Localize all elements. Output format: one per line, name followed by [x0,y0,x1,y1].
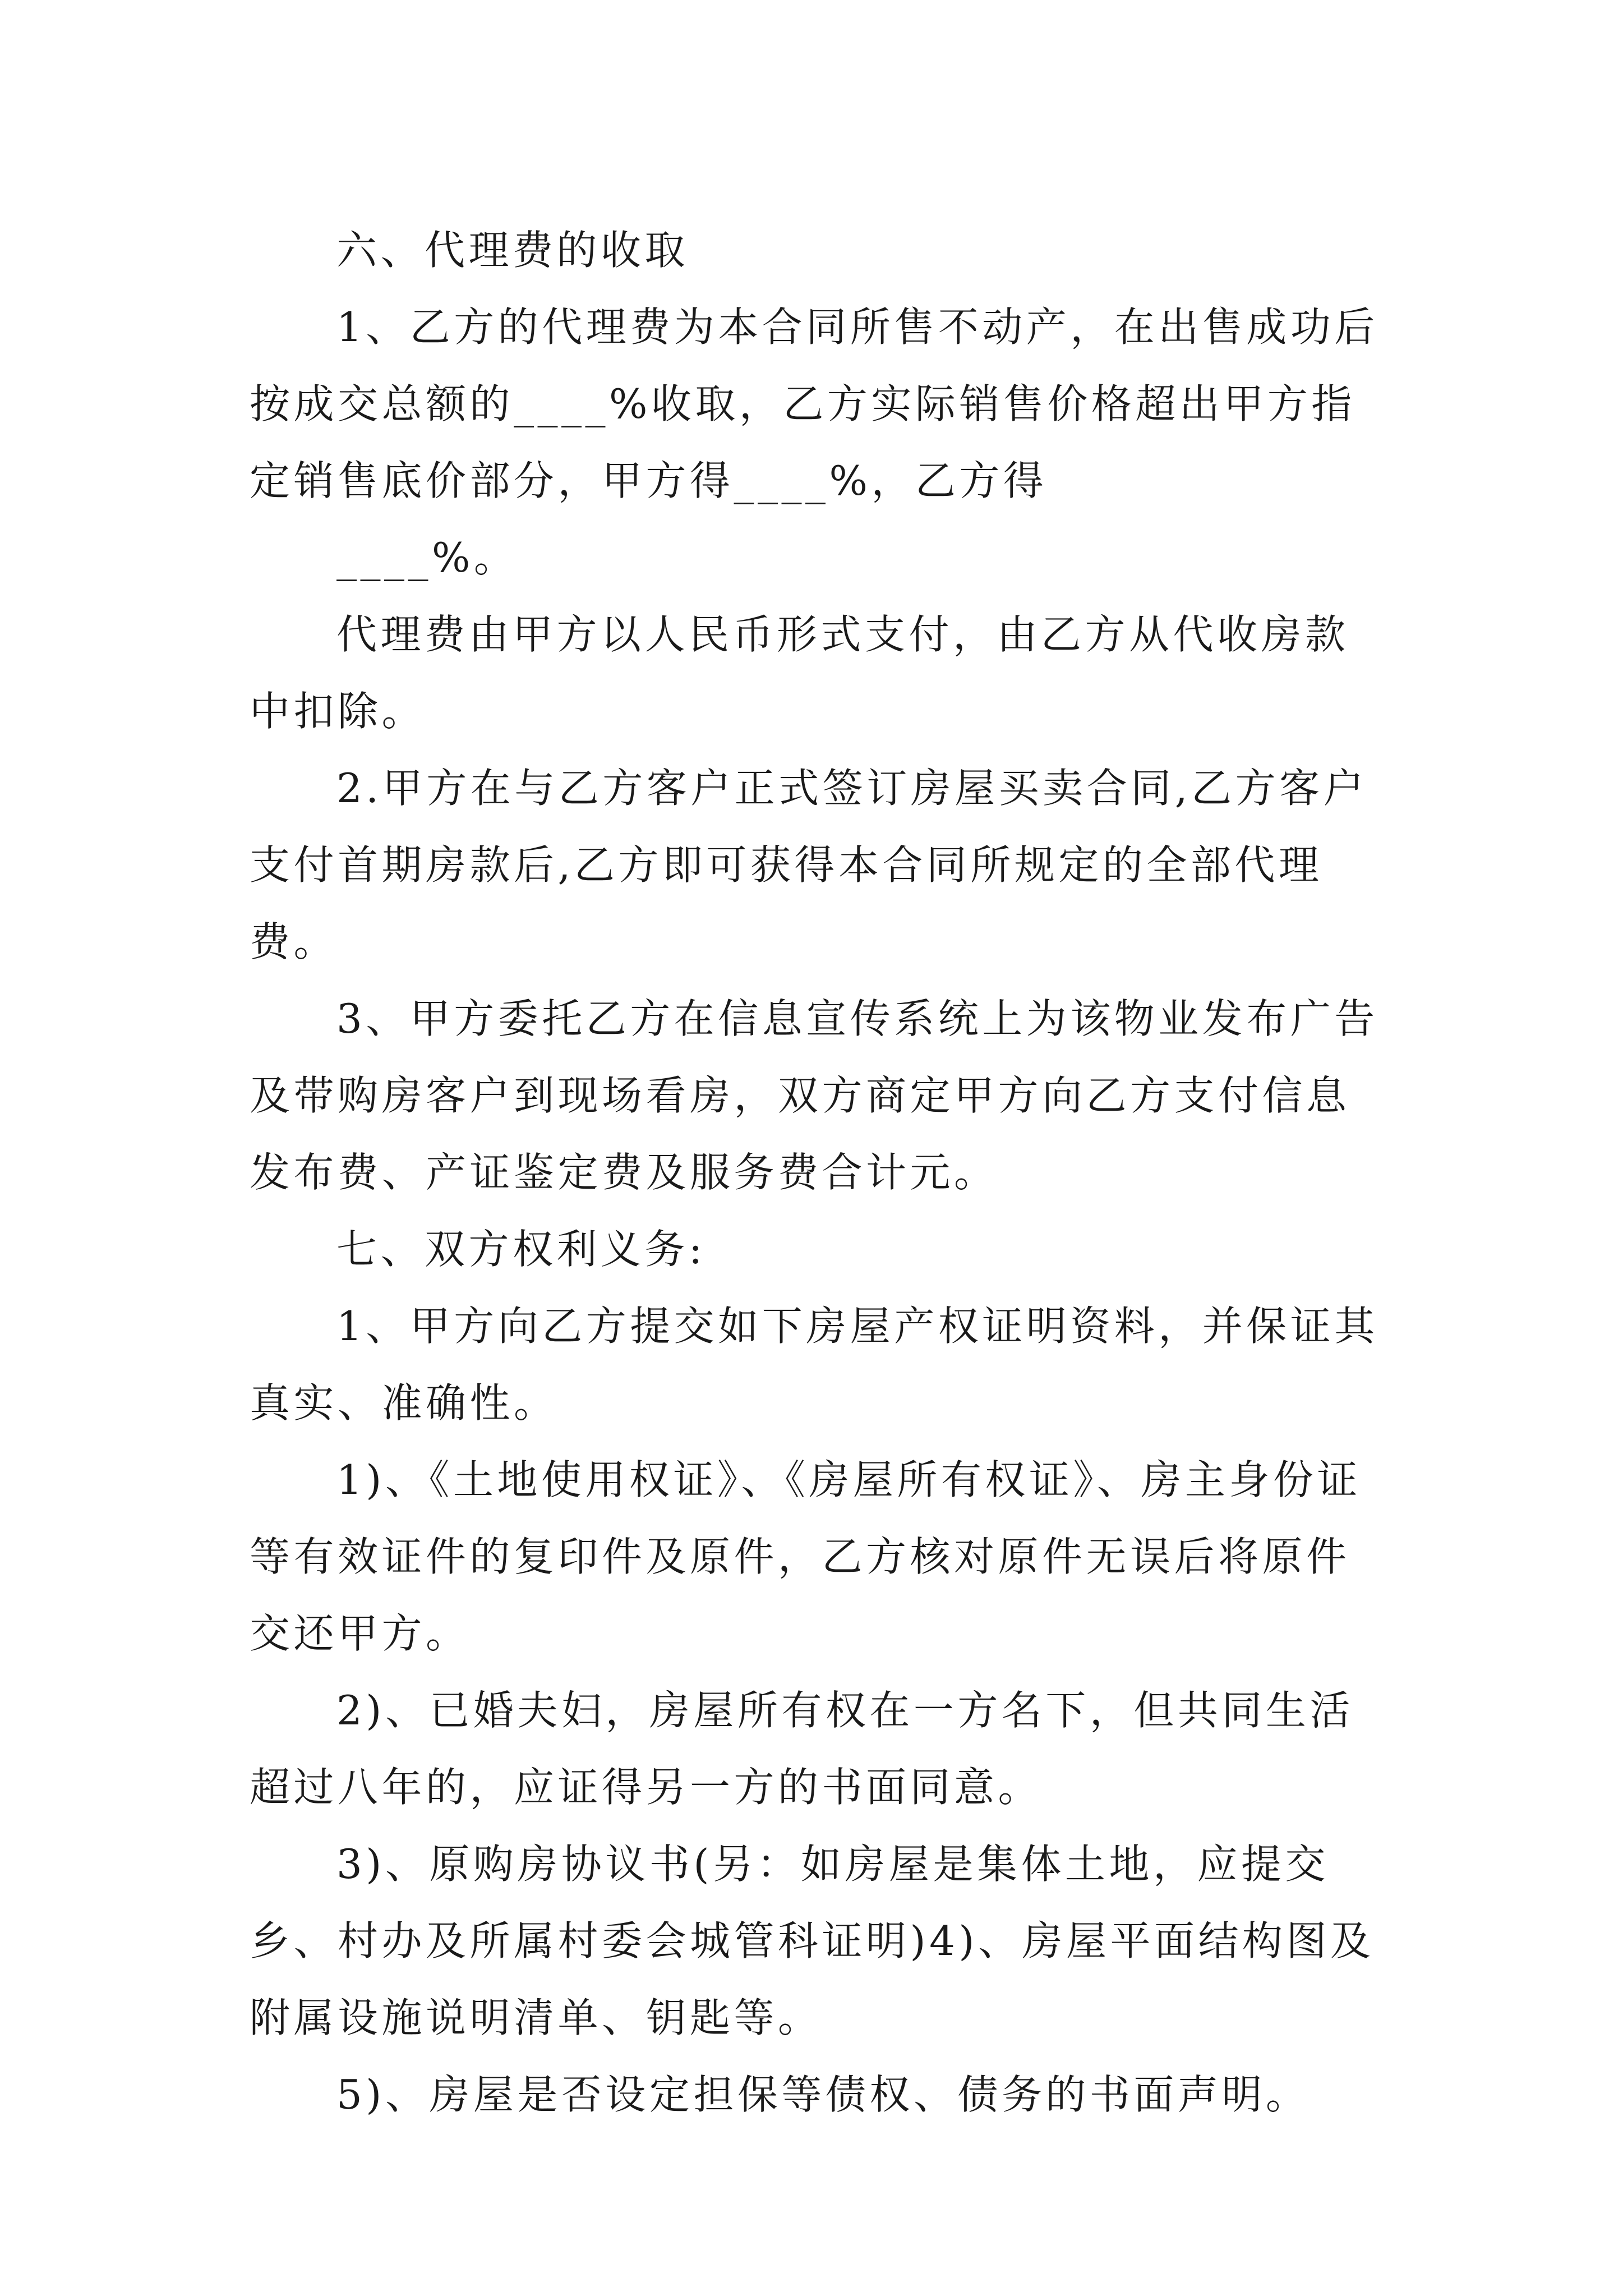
section-heading-rights-obligations: 七、双方权利义务: [336,1226,706,1273]
list-item-certificates: 1)、《土地使用权证》、《房屋所有权证》、房主身份证等有效证件的复印件及原件，乙方核对原件无误后将原件交还甲方。 [250,1456,1361,1657]
paragraph-fee-timing: 2.甲方在与乙方客户正式签订房屋买卖合同,乙方客户支付首期房款后,乙方即可获得本合同所规定的全部代理费。 [250,765,1368,965]
list-item-debt-statement: 5)、房屋是否设定担保等债权、债务的书面声明。 [336,2071,1310,2118]
paragraph-payment-method: 代理费由甲方以人民币形式支付，由乙方从代收房款中扣除。 [250,611,1349,735]
list-item-purchase-agreement: 3)、原购房协议书(另：如房屋是集体土地，应提交乡、村办及所属村委会城管科证明)4)、房屋平面结构图及附属设施说明清单、钥匙等。 [250,1841,1375,2041]
list-item-spouse-consent: 2)、已婚夫妇，房屋所有权在一方名下，但共同生活超过八年的，应证得另一方的书面同意。 [250,1687,1354,1811]
paragraph-property-documents: 1、甲方向乙方提交如下房屋产权证明资料，并保证其真实、准确性。 [250,1303,1378,1427]
section-heading-agency-fee: 六、代理费的收取 [336,227,689,274]
paragraph-agency-fee-rate: 1、乙方的代理费为本合同所售不动产，在出售成功后按成交总额的____%收取，乙方实际销售价格超出甲方指定销售底价部分，甲方得____%，乙方得 [250,303,1378,504]
paragraph-agency-fee-share: ____%。 [336,534,518,581]
paragraph-advertising-fee: 3、甲方委托乙方在信息宣传系统上为该物业发布广告及带购房客户到现场看房，双方商定甲方向乙方支付信息发布费、产证鉴定费及服务费合计元。 [250,995,1378,1196]
document-body [250,212,1382,2133]
